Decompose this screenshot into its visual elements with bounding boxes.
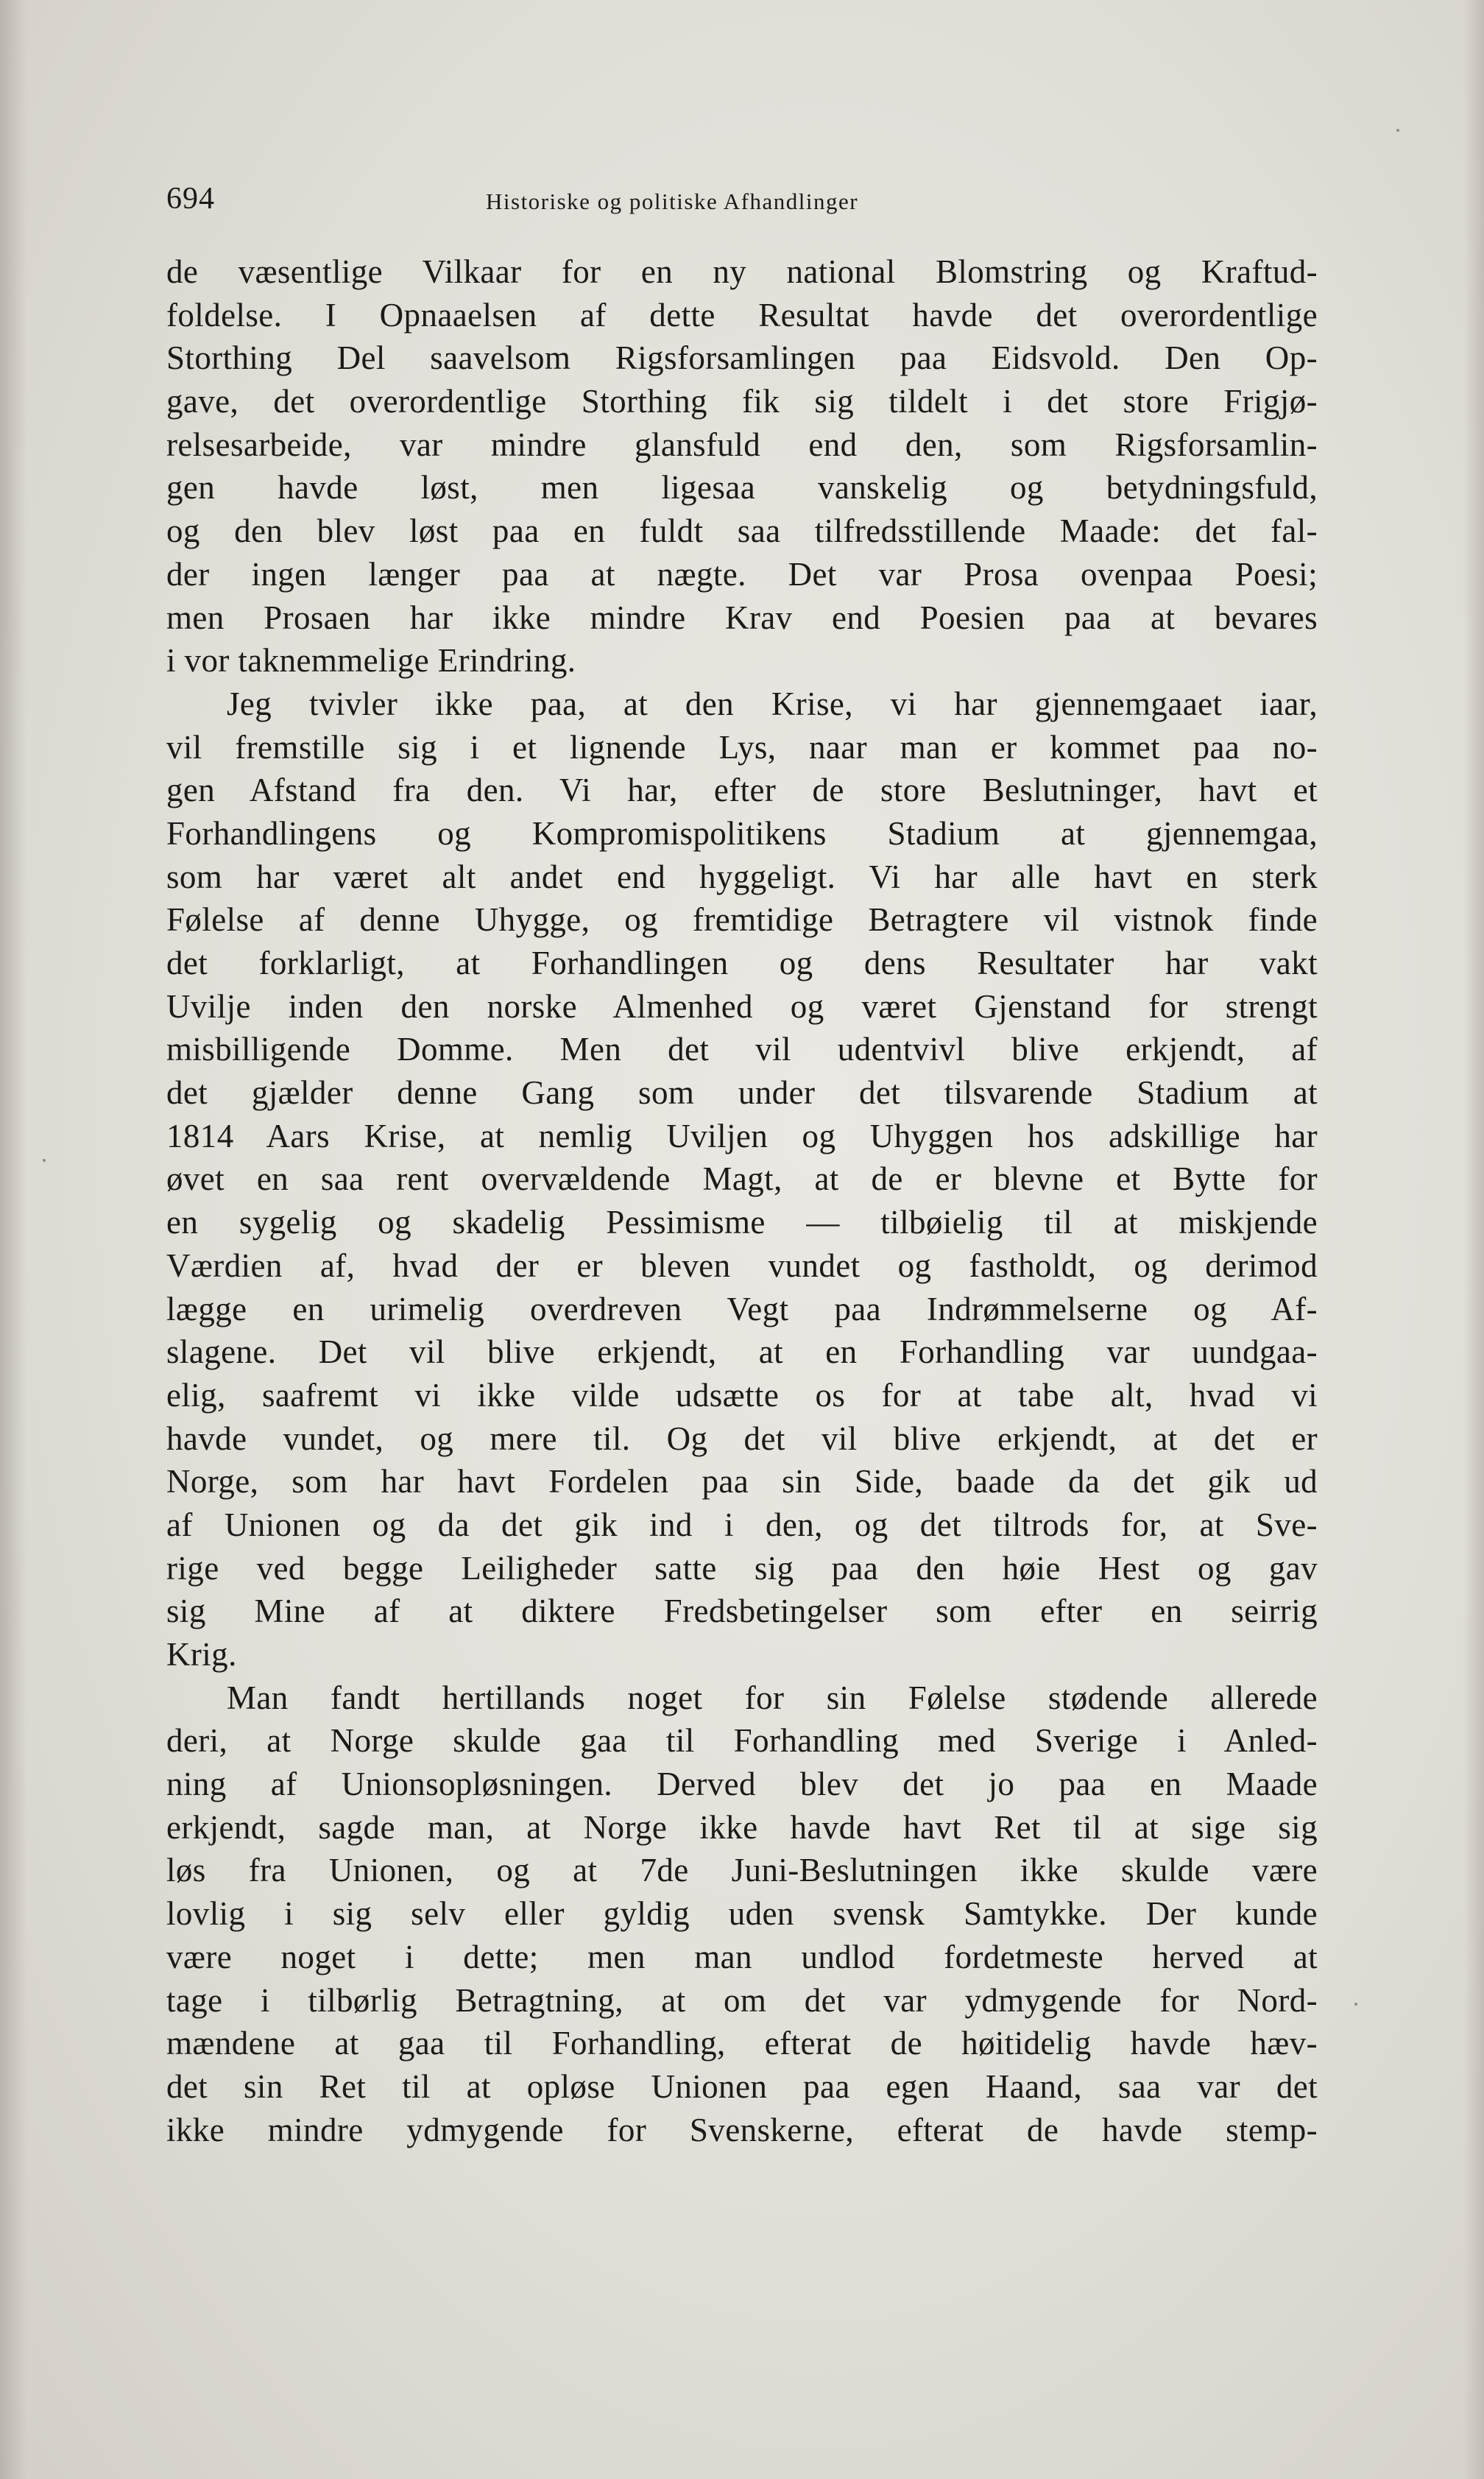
text-line: deri, at Norge skulde gaa til Forhandling med Sverige i Anled-: [166, 1722, 1318, 1760]
text-line: og den blev løst paa en fuldt saa tilfredsstillende Maade: det fal-: [166, 512, 1318, 550]
text-line: ikke mindre ydmygende for Svenskerne, efterat de havde stemp-: [166, 2111, 1318, 2148]
text-line: gen havde løst, men ligesaa vanskelig og betydningsfuld,: [166, 469, 1318, 507]
binding-shadow: [0, 0, 26, 2479]
text-line: det forklarligt, at Forhandlingen og dens Resultater har vakt: [166, 945, 1318, 981]
text-line: det gjælder denne Gang som under det tilsvarende Stadium at: [166, 1074, 1318, 1112]
text-line: i vor taknemmelige Erindring.: [166, 642, 576, 680]
text-line: slagene. Det vil blive erkjendt, at en Forhandling var uundgaa-: [166, 1333, 1318, 1371]
text-line: Forhandlingens og Kompromispolitikens Stadium at gjennemgaa,: [166, 814, 1318, 852]
text-line: elig, saafremt vi ikke vilde udsætte os for at tabe alt, hvad vi: [166, 1376, 1318, 1414]
text-line: tage i tilbørlig Betragtning, at om det var ydmygende for Nord-: [166, 1981, 1318, 2019]
paper-speck: [1396, 129, 1399, 132]
text-line: Storthing Del saavelsom Rigsforsamlingen paa Eidsvold. Den Op-: [166, 339, 1318, 377]
text-line: relsesarbeide, var mindre glansfuld end den, som Rigsforsamlin-: [166, 426, 1318, 463]
text-line: Krig.: [166, 1636, 237, 1673]
text-line: foldelse. I Opnaaelsen af dette Resultat havde det overordentlige: [166, 296, 1318, 334]
text-line: lægge en urimelig overdreven Vegt paa Indrømmelserne og Af-: [166, 1290, 1318, 1327]
text-line: havde vundet, og mere til. Og det vil blive erkjendt, at det er: [166, 1420, 1318, 1457]
text-line: mændene at gaa til Forhandling, efterat de høitidelig havde hæv-: [166, 2025, 1318, 2062]
paper-speck: [1354, 2003, 1357, 2006]
page-number: 694: [166, 182, 215, 216]
text-line: Man fandt hertillands noget for sin Følelse stødende allerede: [227, 1679, 1318, 1716]
text-line: ning af Unionsopløsningen. Derved blev det jo paa en Maade: [166, 1766, 1318, 1803]
text-line: øvet en saa rent overvældende Magt, at de er blevne et Bytte for: [166, 1160, 1318, 1198]
body-text: [166, 250, 1318, 2151]
text-line: der ingen længer paa at nægte. Det var Prosa ovenpaa Poesi;: [166, 555, 1318, 593]
text-line: gave, det overordentlige Storthing fik sig tildelt i det store Frigjø-: [166, 383, 1318, 420]
text-line: det sin Ret til at opløse Unionen paa egen Haand, saa var det: [166, 2067, 1318, 2105]
text-line: som har været alt andet end hyggeligt. Vi har alle havt en sterk: [166, 858, 1318, 895]
text-line: rige ved begge Leiligheder satte sig paa den høie Hest og gav: [166, 1549, 1318, 1587]
text-line: vil fremstille sig i et lignende Lys, naar man er kommet paa no-: [166, 728, 1318, 766]
text-line: erkjendt, sagde man, at Norge ikke havde havt Ret til at sige sig: [166, 1808, 1318, 1846]
paragraph: [166, 1676, 1318, 2152]
text-line: de væsentlige Vilkaar for en ny national Blomstring og Kraftud-: [166, 253, 1318, 290]
text-line: 1814 Aars Krise, at nemlig Uviljen og Uhyggen hos adskillige har: [166, 1117, 1318, 1154]
paper-speck: [43, 1159, 46, 1162]
text-line: misbilligende Domme. Men det vil udentvivl blive erkjendt, af: [166, 1031, 1318, 1068]
text-line: Norge, som har havt Fordelen paa sin Side, baade da det gik ud: [166, 1463, 1318, 1501]
text-line: Følelse af denne Uhygge, og fremtidige Betragtere vil vistnok finde: [166, 901, 1318, 939]
running-title: Historiske og politiske Afhandlinger: [486, 188, 859, 214]
running-head: [166, 181, 1318, 225]
text-line: gen Afstand fra den. Vi har, efter de store Beslutninger, havt et: [166, 772, 1318, 809]
page-edge-shadow: [1463, 0, 1484, 2479]
text-line: Jeg tvivler ikke paa, at den Krise, vi har gjennemgaaet iaar,: [227, 685, 1318, 722]
paragraph: [166, 683, 1318, 1676]
text-line: Værdien af, hvad der er bleven vundet og fastholdt, og derimod: [166, 1246, 1318, 1284]
text-line: en sygelig og skadelig Pessimisme — tilbøielig til at miskjende: [166, 1204, 1318, 1241]
text-line: sig Mine af at diktere Fredsbetingelser som efter en seirrig: [166, 1593, 1318, 1630]
text-line: af Unionen og da det gik ind i den, og det tiltrods for, at Sve-: [166, 1506, 1318, 1543]
text-line: være noget i dette; men man undlod fordetmeste herved at: [166, 1938, 1318, 1975]
text-line: lovlig i sig selv eller gyldig uden svensk Samtykke. Der kunde: [166, 1895, 1318, 1933]
paragraph: [166, 250, 1318, 683]
text-line: løs fra Unionen, og at 7de Juni-Beslutningen ikke skulde være: [166, 1852, 1318, 1889]
text-line: Uvilje inden den norske Almenhed og været Gjenstand for strengt: [166, 987, 1318, 1025]
text-line: men Prosaen har ikke mindre Krav end Poesien paa at bevares: [166, 599, 1318, 636]
